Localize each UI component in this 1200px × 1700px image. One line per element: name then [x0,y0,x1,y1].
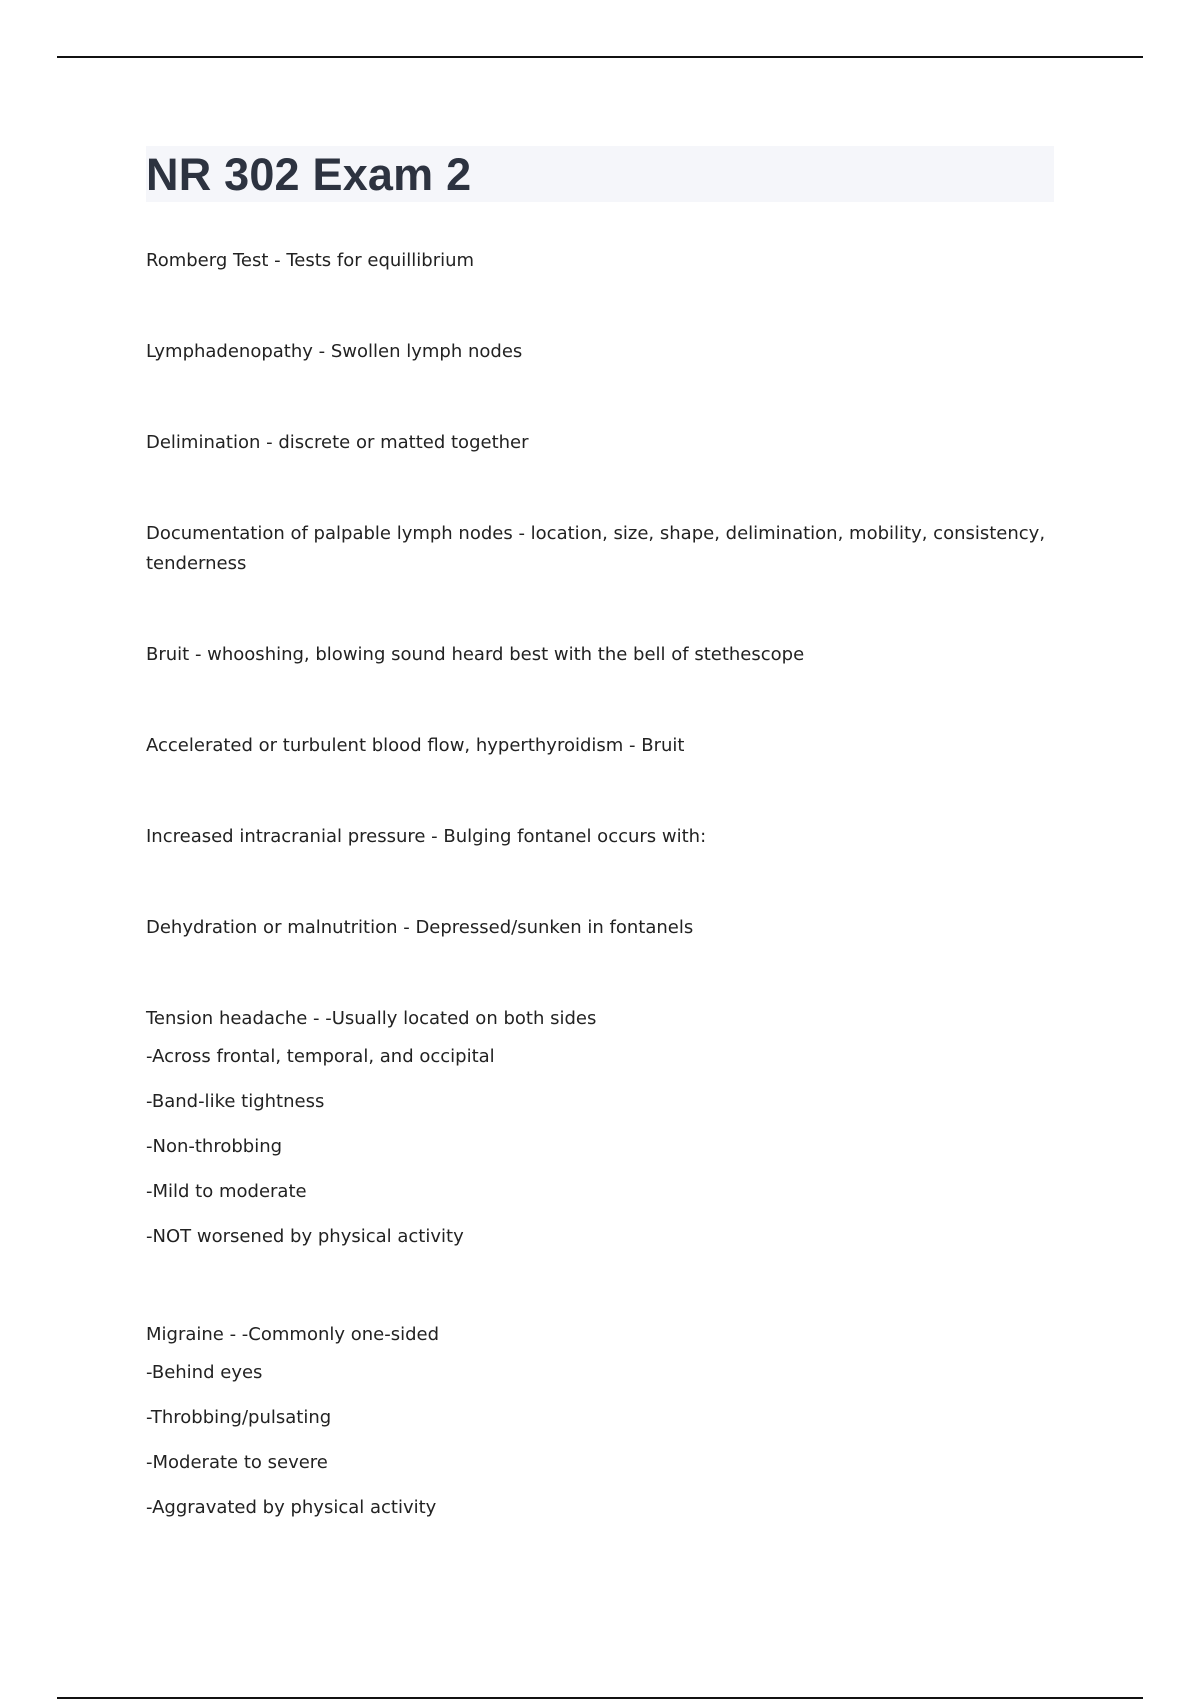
entry-text: Delimination - discrete or matted together [146,432,529,453]
entry-detail-line: -Throbbing/pulsating [146,1407,332,1428]
title-banner [146,146,1054,202]
flashcard-entry [146,1320,1054,1530]
flashcard-list [146,246,1054,1530]
entry-detail-line: -Moderate to severe [146,1452,328,1473]
flashcard-entry [146,1004,1054,1259]
bottom-divider [57,1697,1143,1699]
entry-detail-line: -Aggravated by physical activity [146,1497,437,1518]
flashcard-entry [146,731,1054,761]
flashcard-entry [146,640,1054,670]
flashcard-entry [146,913,1054,943]
flashcard-entry [146,428,1054,458]
entry-detail-line: -Across frontal, temporal, and occipital [146,1046,495,1067]
flashcard-entry [146,822,1054,852]
entry-details [146,1350,1054,1530]
entry-detail-line: -Non-throbbing [146,1136,283,1157]
entry-detail-line: -Band-like tightness [146,1091,325,1112]
entry-text: Migraine - -Commonly one-sided [146,1324,440,1345]
entry-text: Increased intracranial pressure - Bulging fontanel occurs with: [146,826,707,847]
entry-details [146,1034,1054,1259]
entry-detail-line: -Behind eyes [146,1362,263,1383]
top-divider [57,56,1143,58]
entry-text: Dehydration or malnutrition - Depressed/sunken in fontanels [146,917,694,938]
flashcard-entry [146,337,1054,367]
document-body [146,146,1054,1591]
flashcard-entry [146,246,1054,276]
entry-text: Bruit - whooshing, blowing sound heard best with the bell of stethescope [146,644,805,665]
entry-text: Tension headache - -Usually located on both sides [146,1008,597,1029]
entry-text: Documentation of palpable lymph nodes - location, size, shape, delimination, mobility, consistency, tenderness [146,523,1046,574]
entry-text: Accelerated or turbulent blood flow, hyperthyroidism - Bruit [146,735,685,756]
document-title: NR 302 Exam 2 [146,148,472,200]
entry-text: Lymphadenopathy - Swollen lymph nodes [146,341,523,362]
entry-detail-line: -NOT worsened by physical activity [146,1226,464,1247]
flashcard-entry [146,519,1054,579]
entry-detail-line: -Mild to moderate [146,1181,307,1202]
entry-text: Romberg Test - Tests for equillibrium [146,250,475,271]
